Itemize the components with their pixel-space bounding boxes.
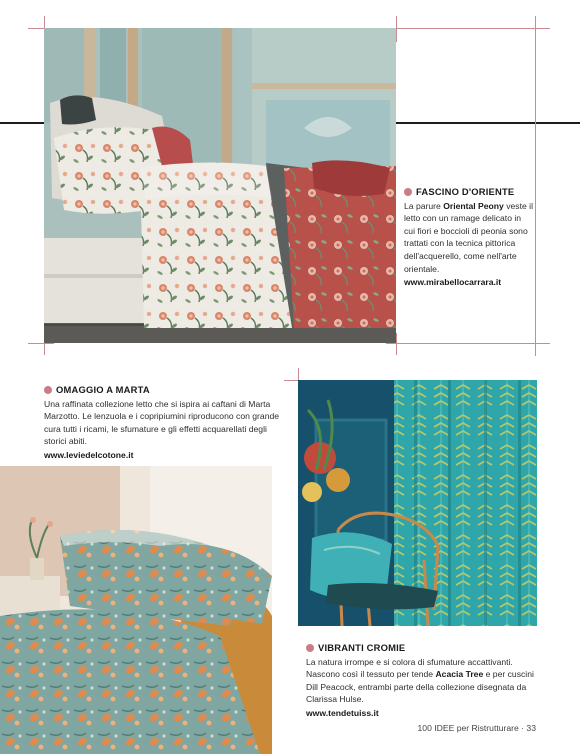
crop-mark <box>396 333 397 355</box>
marta-caption <box>44 384 282 462</box>
crop-mark <box>535 16 536 356</box>
marta-bedding-photo <box>0 466 272 754</box>
crop-mark <box>386 343 550 344</box>
bullet-dot-icon <box>44 386 52 394</box>
caption-body: La parure Oriental Peony veste il letto con un ramage delicato in cui fiori e boccioli di peonia sono trattati con la tecnica pittorica dell'acquerello, come nell'arte orientale. <box>404 200 533 274</box>
acacia-tree-curtains-photo <box>298 380 537 626</box>
crop-mark <box>386 28 550 29</box>
page-folio: 100 IDEE per Ristrutturare · 33 <box>417 723 536 733</box>
caption-body: Una raffinata collezione letto che si ispira ai caftani di Marta Marzotto. Le lenzuola e i copripiumini riproducono con grande cura tutti i ricami, le sfumature e gli effetti acquarellati degli storici abiti. <box>44 398 280 447</box>
website-link[interactable]: www.leviedelcotone.it <box>44 449 134 460</box>
caption-body: La natura irrompe e si colora di sfumature accattivanti. Nascono così il tessuto per tende Acacia Tree e per cuscini Dill Peacock, entrambi parte della collezione disegnata da Clarissa Hulse. <box>306 656 534 705</box>
oriental-peony-caption <box>404 186 534 289</box>
bullet-dot-icon <box>404 188 412 196</box>
crop-mark <box>396 16 397 42</box>
caption-heading <box>306 642 542 655</box>
product-name: Acacia Tree <box>435 669 484 680</box>
top-right-rule <box>396 122 580 124</box>
crop-mark <box>28 343 54 344</box>
caption-heading <box>404 186 534 199</box>
oriental-peony-bedroom-photo <box>44 28 396 343</box>
heading-text: FASCINO D'ORIENTE <box>416 186 515 197</box>
heading-text: VIBRANTI CROMIE <box>318 642 406 653</box>
product-name: Oriental Peony <box>443 200 504 211</box>
caption-heading <box>44 384 282 397</box>
website-link[interactable]: www.mirabellocarrara.it <box>404 277 502 288</box>
bullet-dot-icon <box>306 644 314 652</box>
top-left-rule <box>0 122 44 124</box>
website-link[interactable]: www.tendetuiss.it <box>306 707 379 718</box>
bedding-illustration <box>0 466 272 754</box>
curtains-illustration <box>298 380 537 626</box>
acacia-tree-caption <box>306 642 542 720</box>
bedroom-illustration <box>44 28 396 343</box>
heading-text: OMAGGIO A MARTA <box>56 384 150 395</box>
